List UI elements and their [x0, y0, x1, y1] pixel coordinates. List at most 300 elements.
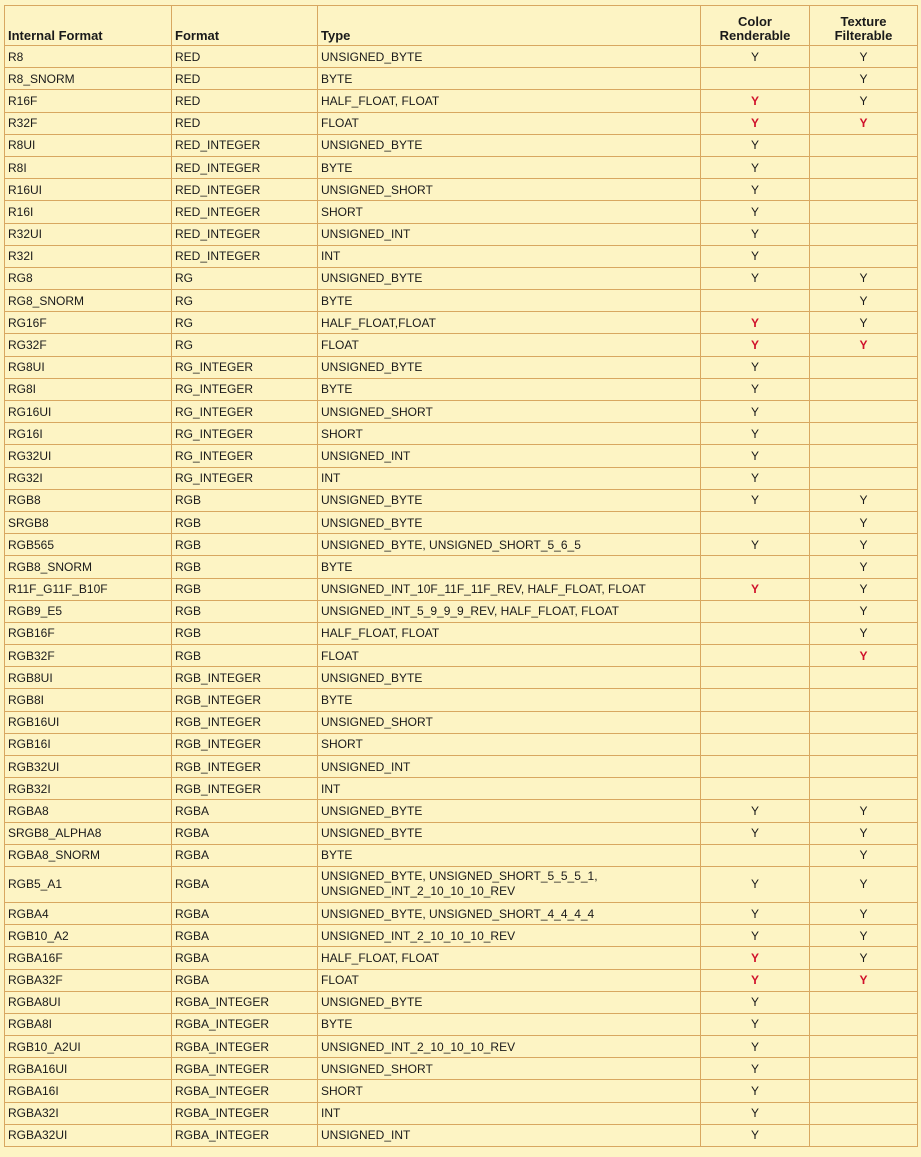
cell-texture-filterable — [810, 689, 918, 711]
cell-type — [318, 401, 701, 423]
color-renderable-mark: Y — [750, 227, 759, 242]
cell-type — [318, 356, 701, 378]
cell-format: RED_INTEGER — [172, 223, 318, 245]
cell-color-renderable — [701, 334, 810, 356]
cell-texture-filterable — [810, 245, 918, 267]
cell-color-renderable — [701, 179, 810, 201]
color-renderable-mark: Y — [750, 204, 759, 219]
cell-type — [318, 556, 701, 578]
cell-texture-filterable — [810, 733, 918, 755]
cell-format: RG — [172, 290, 318, 312]
cell-internal-format: R32I — [5, 245, 172, 267]
cell-format: RED — [172, 68, 318, 90]
cell-color-renderable — [701, 511, 810, 533]
cell-format: RED — [172, 90, 318, 112]
cell-format: RGB — [172, 578, 318, 600]
cell-type-text: UNSIGNED_BYTE — [321, 49, 423, 64]
table-row — [5, 689, 918, 711]
cell-color-renderable — [701, 401, 810, 423]
cell-internal-format: R16UI — [5, 179, 172, 201]
cell-texture-filterable — [810, 267, 918, 289]
table-row — [5, 600, 918, 622]
cell-type — [318, 667, 701, 689]
color-renderable-mark: Y — [750, 93, 759, 108]
cell-color-renderable — [701, 925, 810, 947]
cell-internal-format: R8 — [5, 46, 172, 68]
texture-filterable-mark: Y — [859, 928, 868, 943]
texture-filterable-mark: Y — [859, 271, 868, 286]
cell-type-text: UNSIGNED_BYTE, UNSIGNED_SHORT_5_5_5_1, — [321, 869, 598, 884]
cell-format: RGBA_INTEGER — [172, 1080, 318, 1102]
cell-format: RGB — [172, 556, 318, 578]
table-row — [5, 245, 918, 267]
texture-filterable-mark: Y — [859, 973, 868, 988]
table-row — [5, 467, 918, 489]
cell-type-text: HALF_FLOAT, FLOAT — [321, 950, 440, 965]
cell-internal-format: RG8_SNORM — [5, 290, 172, 312]
color-renderable-mark: Y — [750, 1084, 759, 1099]
cell-texture-filterable — [810, 68, 918, 90]
color-renderable-mark: Y — [750, 1061, 759, 1076]
cell-internal-format: R8_SNORM — [5, 68, 172, 90]
cell-format: RG_INTEGER — [172, 467, 318, 489]
cell-type — [318, 1080, 701, 1102]
cell-format: RGBA_INTEGER — [172, 1058, 318, 1080]
cell-type-text: UNSIGNED_INT_5_9_9_9_REV, HALF_FLOAT, FLOAT — [321, 604, 619, 619]
cell-type-text: SHORT — [321, 737, 363, 752]
table-row — [5, 1013, 918, 1035]
table-row — [5, 925, 918, 947]
cell-type-text: INT — [321, 249, 341, 264]
cell-color-renderable — [701, 378, 810, 400]
cell-internal-format: RGBA8UI — [5, 991, 172, 1013]
cell-color-renderable — [701, 534, 810, 556]
cell-internal-format: R32F — [5, 112, 172, 134]
cell-format: RGBA_INTEGER — [172, 991, 318, 1013]
cell-texture-filterable — [810, 947, 918, 969]
cell-internal-format: RGB10_A2 — [5, 925, 172, 947]
cell-texture-filterable — [810, 467, 918, 489]
cell-color-renderable — [701, 1124, 810, 1146]
table-row — [5, 356, 918, 378]
cell-type — [318, 1102, 701, 1124]
cell-texture-filterable — [810, 179, 918, 201]
texture-filterable-mark: Y — [859, 876, 868, 891]
cell-texture-filterable — [810, 1036, 918, 1058]
cell-internal-format: RG16UI — [5, 401, 172, 423]
cell-color-renderable — [701, 800, 810, 822]
cell-texture-filterable — [810, 667, 918, 689]
cell-type-text: UNSIGNED_BYTE — [321, 271, 423, 286]
color-renderable-mark: Y — [750, 138, 759, 153]
header-texture-filterable-line1: Texture — [840, 14, 887, 29]
cell-internal-format: RGB32UI — [5, 756, 172, 778]
table-row — [5, 800, 918, 822]
cell-color-renderable — [701, 578, 810, 600]
cell-format: RGBA — [172, 947, 318, 969]
cell-internal-format: R32UI — [5, 223, 172, 245]
cell-texture-filterable — [810, 378, 918, 400]
table-row — [5, 667, 918, 689]
cell-type — [318, 1036, 701, 1058]
cell-texture-filterable — [810, 134, 918, 156]
cell-internal-format: RGB32I — [5, 778, 172, 800]
color-renderable-mark: Y — [750, 803, 759, 818]
cell-type-text: SHORT — [321, 426, 363, 441]
cell-type-text: HALF_FLOAT,FLOAT — [321, 315, 436, 330]
cell-type — [318, 778, 701, 800]
cell-texture-filterable — [810, 112, 918, 134]
table-row — [5, 312, 918, 334]
color-renderable-mark: Y — [750, 1039, 759, 1054]
cell-type-text: FLOAT — [321, 648, 359, 663]
cell-type — [318, 733, 701, 755]
cell-color-renderable — [701, 245, 810, 267]
cell-type-text: UNSIGNED_SHORT — [321, 404, 433, 419]
cell-format: RGB — [172, 489, 318, 511]
cell-type — [318, 822, 701, 844]
cell-internal-format: SRGB8_ALPHA8 — [5, 822, 172, 844]
cell-type-text: FLOAT — [321, 973, 359, 988]
header-color-renderable-line2: Renderable — [719, 28, 791, 43]
cell-texture-filterable — [810, 1102, 918, 1124]
cell-texture-filterable — [810, 511, 918, 533]
cell-internal-format: RGBA8I — [5, 1013, 172, 1035]
cell-format: RGB — [172, 600, 318, 622]
cell-color-renderable — [701, 622, 810, 644]
cell-type — [318, 600, 701, 622]
cell-format: RG — [172, 312, 318, 334]
cell-format: RGBA — [172, 925, 318, 947]
texture-filterable-mark: Y — [859, 803, 868, 818]
header-color-renderable — [701, 6, 810, 46]
cell-internal-format: RGB16F — [5, 622, 172, 644]
color-renderable-mark: Y — [750, 182, 759, 197]
color-renderable-mark: Y — [750, 426, 759, 441]
cell-type — [318, 290, 701, 312]
table-row — [5, 378, 918, 400]
cell-format: RGBA_INTEGER — [172, 1102, 318, 1124]
color-renderable-mark: Y — [750, 537, 759, 552]
cell-color-renderable — [701, 156, 810, 178]
table-row — [5, 156, 918, 178]
cell-type-text: FLOAT — [321, 338, 359, 353]
table-row — [5, 991, 918, 1013]
cell-type — [318, 68, 701, 90]
cell-type-text: UNSIGNED_INT_2_10_10_10_REV — [321, 928, 516, 943]
cell-format: RGBA — [172, 969, 318, 991]
cell-type-text: UNSIGNED_INT_2_10_10_10_REV — [321, 1039, 516, 1054]
cell-type — [318, 112, 701, 134]
color-renderable-mark: Y — [750, 160, 759, 175]
cell-type — [318, 201, 701, 223]
cell-texture-filterable — [810, 969, 918, 991]
table-row — [5, 756, 918, 778]
cell-color-renderable — [701, 1080, 810, 1102]
table-row — [5, 334, 918, 356]
texture-filterable-mark: Y — [859, 626, 868, 641]
cell-internal-format: RGBA4 — [5, 902, 172, 924]
cell-format: RGB — [172, 622, 318, 644]
table-row — [5, 445, 918, 467]
table-row — [5, 1036, 918, 1058]
table-row — [5, 866, 918, 902]
table-row — [5, 947, 918, 969]
cell-type — [318, 1013, 701, 1035]
cell-internal-format: RGBA16I — [5, 1080, 172, 1102]
cell-internal-format: RGBA16F — [5, 947, 172, 969]
cell-color-renderable — [701, 844, 810, 866]
cell-texture-filterable — [810, 445, 918, 467]
color-renderable-mark: Y — [750, 493, 759, 508]
texture-filterable-mark: Y — [859, 906, 868, 921]
cell-color-renderable — [701, 46, 810, 68]
cell-type-text: SHORT — [321, 204, 363, 219]
cell-type — [318, 844, 701, 866]
texture-filterable-mark: Y — [859, 559, 868, 574]
cell-color-renderable — [701, 756, 810, 778]
cell-type-text: UNSIGNED_INT — [321, 448, 411, 463]
cell-texture-filterable — [810, 534, 918, 556]
cell-type-text: UNSIGNED_SHORT — [321, 182, 433, 197]
cell-texture-filterable — [810, 822, 918, 844]
cell-type — [318, 378, 701, 400]
cell-type — [318, 489, 701, 511]
cell-format: RG — [172, 334, 318, 356]
table-row — [5, 68, 918, 90]
cell-texture-filterable — [810, 46, 918, 68]
cell-texture-filterable — [810, 1124, 918, 1146]
cell-internal-format: RGBA32F — [5, 969, 172, 991]
table-row — [5, 112, 918, 134]
cell-type — [318, 423, 701, 445]
color-renderable-mark: Y — [750, 271, 759, 286]
cell-internal-format: RGBA32I — [5, 1102, 172, 1124]
texture-filterable-mark: Y — [859, 315, 868, 330]
color-renderable-mark: Y — [750, 995, 759, 1010]
cell-texture-filterable — [810, 156, 918, 178]
cell-type-text: HALF_FLOAT, FLOAT — [321, 93, 440, 108]
cell-type — [318, 800, 701, 822]
cell-color-renderable — [701, 778, 810, 800]
cell-format: RGB — [172, 511, 318, 533]
cell-internal-format: RG32UI — [5, 445, 172, 467]
color-renderable-mark: Y — [750, 1128, 759, 1143]
cell-internal-format: RG16I — [5, 423, 172, 445]
texture-filterable-mark: Y — [859, 648, 868, 663]
table-row — [5, 534, 918, 556]
table-row — [5, 778, 918, 800]
color-renderable-mark: Y — [750, 876, 759, 891]
cell-type — [318, 902, 701, 924]
cell-type — [318, 511, 701, 533]
texture-filterable-mark: Y — [859, 537, 868, 552]
cell-format: RED_INTEGER — [172, 134, 318, 156]
cell-color-renderable — [701, 467, 810, 489]
header-row — [5, 6, 918, 46]
table-row — [5, 969, 918, 991]
cell-type — [318, 622, 701, 644]
cell-type-text: HALF_FLOAT, FLOAT — [321, 626, 440, 641]
table-row — [5, 844, 918, 866]
cell-type — [318, 756, 701, 778]
cell-color-renderable — [701, 866, 810, 902]
color-renderable-mark: Y — [750, 360, 759, 375]
cell-texture-filterable — [810, 800, 918, 822]
cell-type — [318, 179, 701, 201]
header-internal-format: Internal Format — [5, 6, 172, 46]
cell-type — [318, 1058, 701, 1080]
cell-texture-filterable — [810, 556, 918, 578]
cell-internal-format: RGBA16UI — [5, 1058, 172, 1080]
cell-type-text: BYTE — [321, 293, 353, 308]
cell-internal-format: RGB8 — [5, 489, 172, 511]
cell-texture-filterable — [810, 1080, 918, 1102]
cell-internal-format: R16F — [5, 90, 172, 112]
cell-format: RGB_INTEGER — [172, 733, 318, 755]
cell-internal-format: RGB10_A2UI — [5, 1036, 172, 1058]
cell-format: RG_INTEGER — [172, 423, 318, 445]
cell-type-text: BYTE — [321, 1017, 353, 1032]
cell-type-text: INT — [321, 1106, 341, 1121]
color-renderable-mark: Y — [750, 1017, 759, 1032]
cell-format: RG — [172, 267, 318, 289]
cell-type-text-line2: UNSIGNED_INT_2_10_10_10_REV — [321, 884, 516, 899]
header-format: Format — [172, 6, 318, 46]
table-row — [5, 511, 918, 533]
cell-texture-filterable — [810, 645, 918, 667]
cell-internal-format: R8I — [5, 156, 172, 178]
cell-type-text: BYTE — [321, 71, 353, 86]
cell-texture-filterable — [810, 90, 918, 112]
cell-type-text: UNSIGNED_INT — [321, 1128, 411, 1143]
color-renderable-mark: Y — [750, 950, 759, 965]
cell-format: RG_INTEGER — [172, 356, 318, 378]
cell-type-text: UNSIGNED_BYTE — [321, 138, 423, 153]
cell-format: RGBA — [172, 822, 318, 844]
texture-filterable-mark: Y — [859, 49, 868, 64]
cell-type-text: UNSIGNED_BYTE — [321, 493, 423, 508]
table-row — [5, 733, 918, 755]
cell-texture-filterable — [810, 600, 918, 622]
cell-texture-filterable — [810, 1058, 918, 1080]
cell-format: RGBA_INTEGER — [172, 1036, 318, 1058]
cell-texture-filterable — [810, 201, 918, 223]
table-row — [5, 401, 918, 423]
cell-internal-format: RG8I — [5, 378, 172, 400]
cell-color-renderable — [701, 489, 810, 511]
table-row — [5, 201, 918, 223]
cell-type-text: UNSIGNED_BYTE — [321, 803, 423, 818]
table-row — [5, 1124, 918, 1146]
cell-internal-format: RGB8_SNORM — [5, 556, 172, 578]
table-row — [5, 645, 918, 667]
table-row — [5, 1080, 918, 1102]
table-row — [5, 134, 918, 156]
cell-color-renderable — [701, 645, 810, 667]
cell-type-text: FLOAT — [321, 116, 359, 131]
cell-color-renderable — [701, 1102, 810, 1124]
cell-format: RGB — [172, 645, 318, 667]
cell-color-renderable — [701, 290, 810, 312]
cell-type — [318, 645, 701, 667]
table-row — [5, 1058, 918, 1080]
table-row — [5, 622, 918, 644]
cell-color-renderable — [701, 969, 810, 991]
table-body — [5, 46, 918, 1147]
cell-format: RED_INTEGER — [172, 201, 318, 223]
table-row — [5, 223, 918, 245]
texture-filterable-mark: Y — [859, 71, 868, 86]
color-renderable-mark: Y — [750, 906, 759, 921]
cell-type — [318, 334, 701, 356]
texture-filterable-mark: Y — [859, 116, 868, 131]
color-renderable-mark: Y — [750, 338, 759, 353]
texture-filterable-mark: Y — [859, 582, 868, 597]
cell-internal-format: RG32F — [5, 334, 172, 356]
cell-internal-format: R11F_G11F_B10F — [5, 578, 172, 600]
cell-color-renderable — [701, 356, 810, 378]
table-row — [5, 179, 918, 201]
cell-color-renderable — [701, 600, 810, 622]
cell-internal-format: R8UI — [5, 134, 172, 156]
cell-type — [318, 969, 701, 991]
table-row — [5, 711, 918, 733]
cell-type-text: UNSIGNED_BYTE — [321, 515, 423, 530]
cell-type — [318, 534, 701, 556]
cell-format: RGBA_INTEGER — [172, 1013, 318, 1035]
cell-type — [318, 578, 701, 600]
cell-format: RGB_INTEGER — [172, 756, 318, 778]
table-row — [5, 290, 918, 312]
cell-type-text: UNSIGNED_INT_10F_11F_11F_REV, HALF_FLOAT, FLOAT — [321, 582, 646, 597]
cell-type-text: UNSIGNED_BYTE — [321, 670, 423, 685]
cell-format: RG_INTEGER — [172, 378, 318, 400]
cell-color-renderable — [701, 201, 810, 223]
cell-type — [318, 267, 701, 289]
color-renderable-mark: Y — [750, 315, 759, 330]
cell-format: RED_INTEGER — [172, 179, 318, 201]
cell-format: RGB_INTEGER — [172, 711, 318, 733]
cell-format: RGBA — [172, 844, 318, 866]
cell-format: RGBA_INTEGER — [172, 1124, 318, 1146]
cell-format: RED_INTEGER — [172, 245, 318, 267]
cell-color-renderable — [701, 689, 810, 711]
cell-texture-filterable — [810, 489, 918, 511]
cell-color-renderable — [701, 112, 810, 134]
cell-internal-format: R16I — [5, 201, 172, 223]
cell-format: RG_INTEGER — [172, 401, 318, 423]
color-renderable-mark: Y — [750, 1106, 759, 1121]
color-renderable-mark: Y — [750, 582, 759, 597]
texture-filterable-mark: Y — [859, 293, 868, 308]
table-row — [5, 46, 918, 68]
color-renderable-mark: Y — [750, 249, 759, 264]
cell-type-text: UNSIGNED_INT — [321, 227, 411, 242]
color-renderable-mark: Y — [750, 382, 759, 397]
cell-type — [318, 711, 701, 733]
cell-texture-filterable — [810, 578, 918, 600]
cell-texture-filterable — [810, 1013, 918, 1035]
cell-color-renderable — [701, 902, 810, 924]
cell-internal-format: RGB8I — [5, 689, 172, 711]
cell-color-renderable — [701, 1036, 810, 1058]
cell-type-text: INT — [321, 781, 341, 796]
cell-texture-filterable — [810, 312, 918, 334]
cell-internal-format: RGB16I — [5, 733, 172, 755]
cell-color-renderable — [701, 822, 810, 844]
header-texture-filterable — [810, 6, 918, 46]
